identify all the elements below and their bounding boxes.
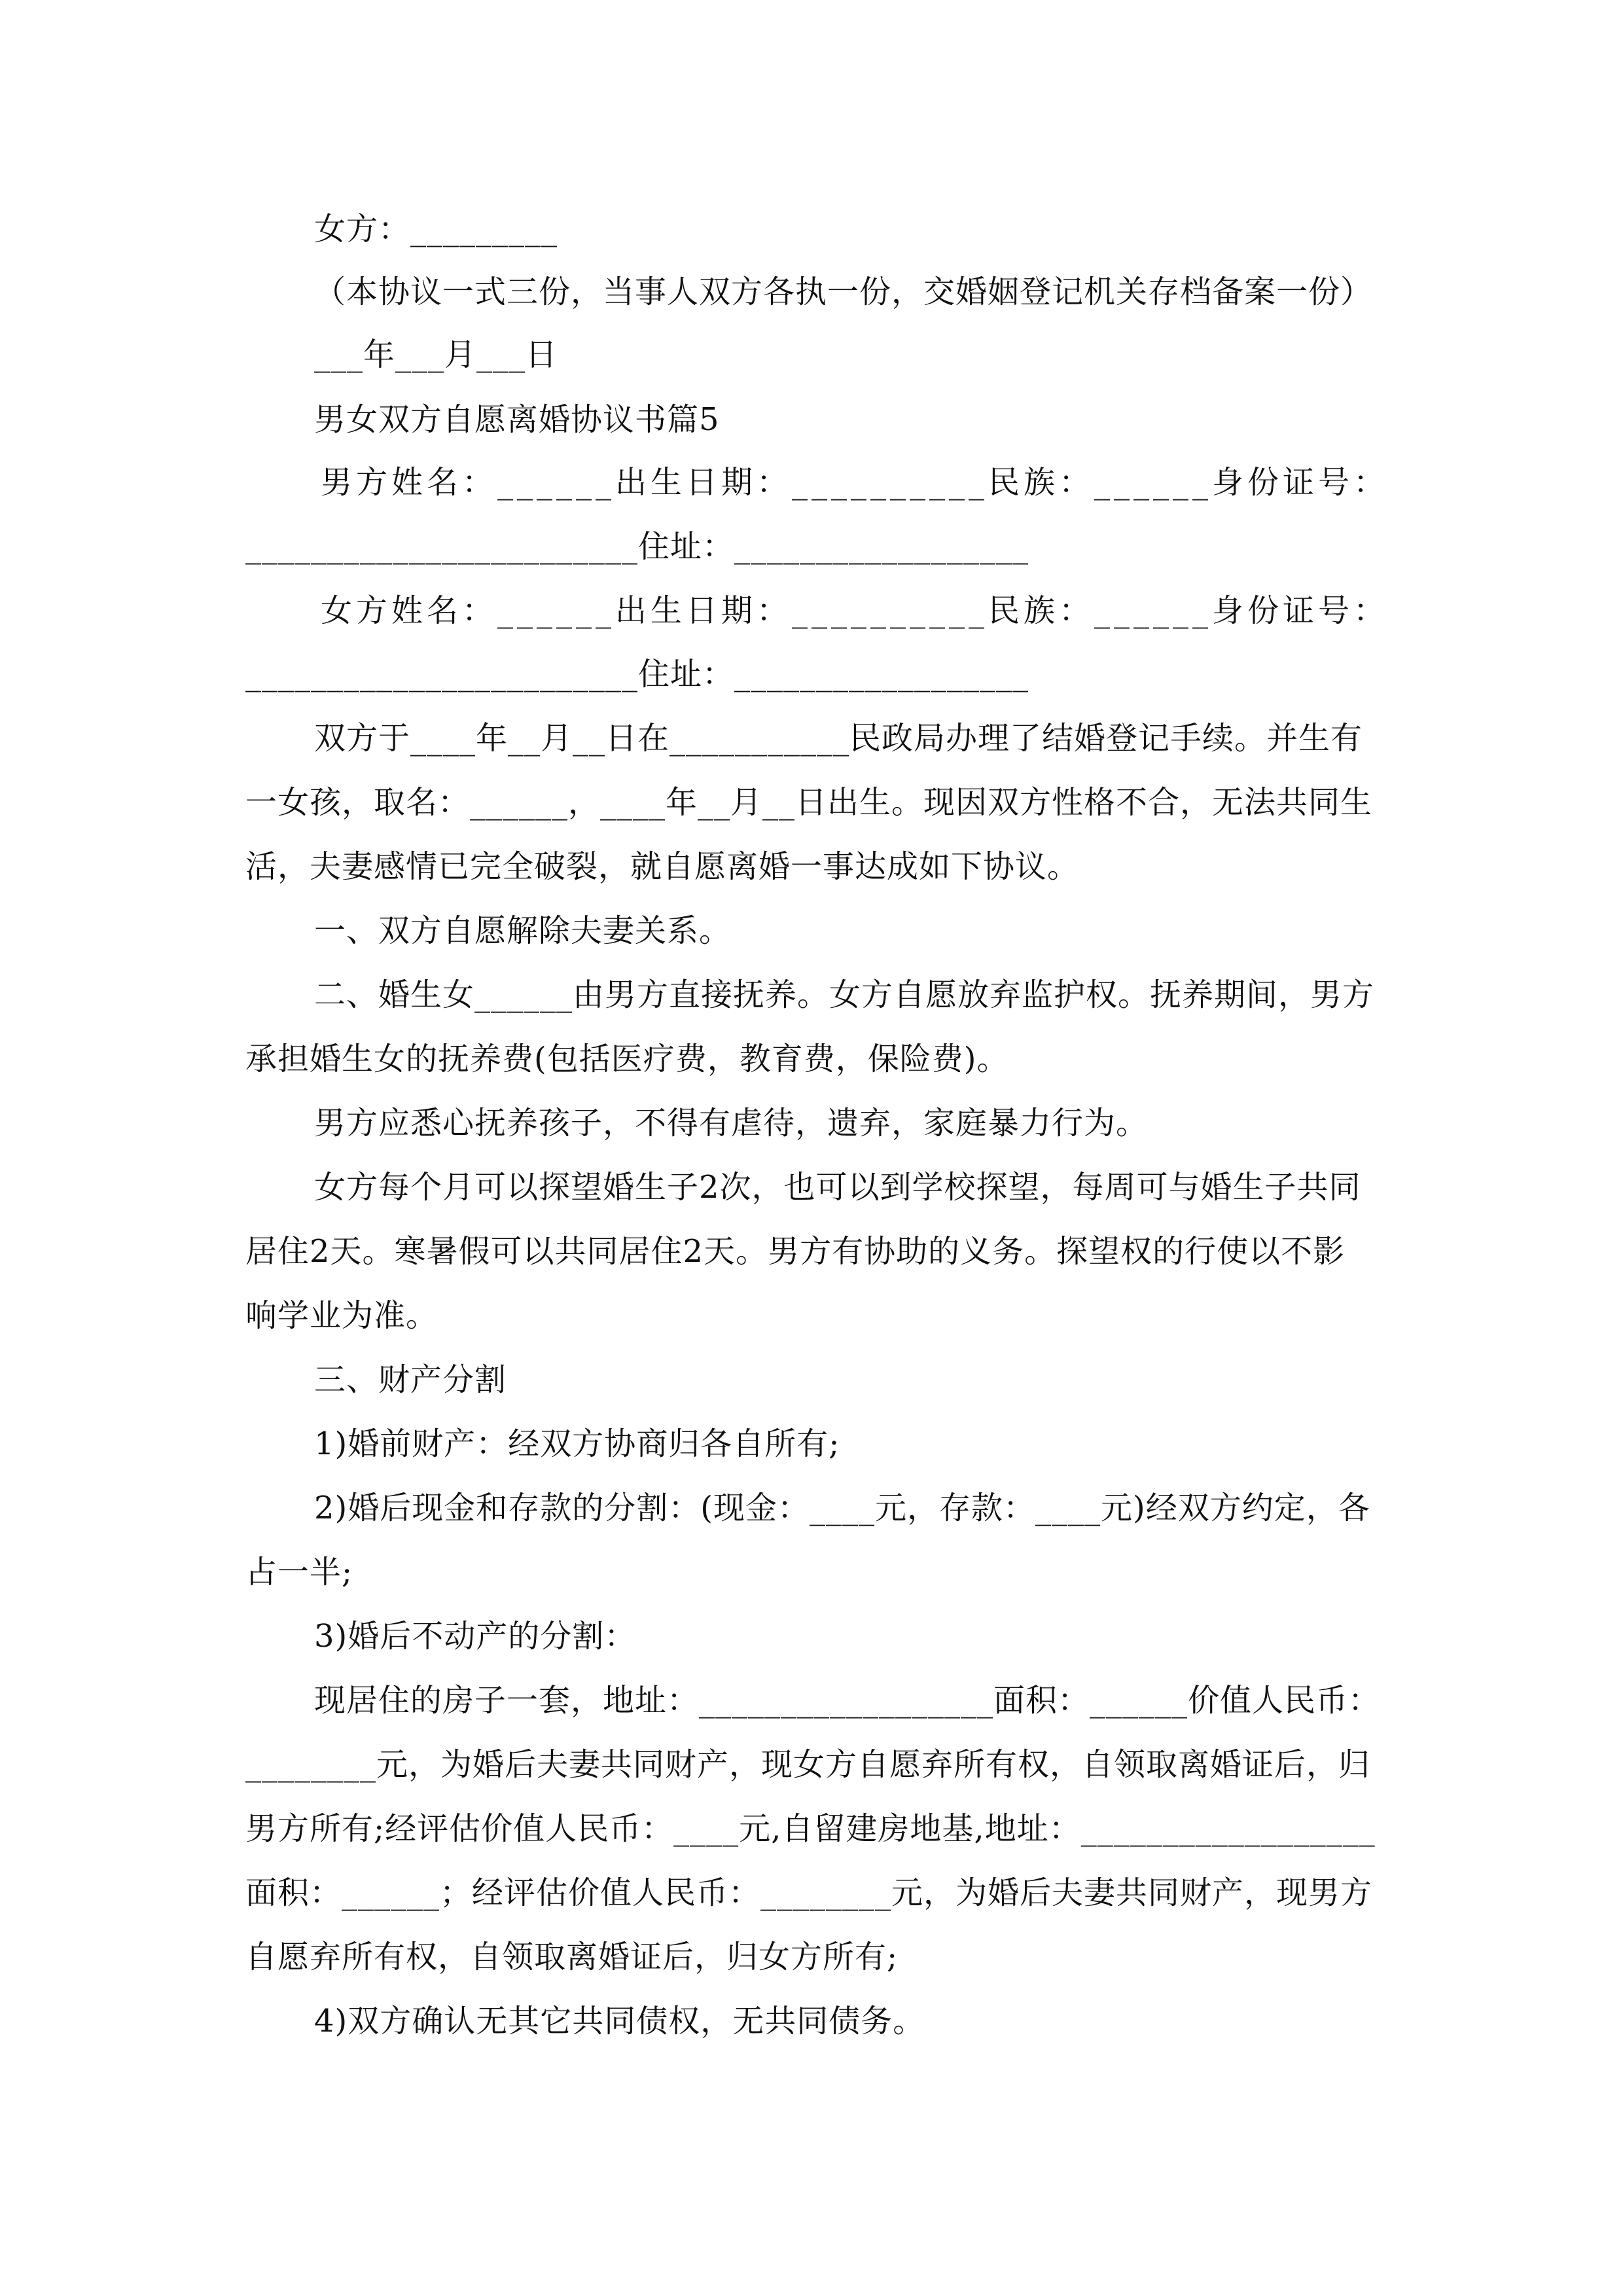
- doc-clause-1: 一、双方自愿解除夫妻关系。: [314, 912, 732, 949]
- doc-section-title: 男女双方自愿离婚协议书篇5: [314, 401, 720, 438]
- doc-house-3: 男方所有;经评估价值人民币：____元,自留建房地基,地址：__________________: [245, 1810, 1376, 1847]
- doc-property-1: 1)婚前财产：经双方协商归各自所有;: [314, 1426, 840, 1462]
- doc-para-marriage-2: 一女孩，取名：______，____年__月__日出生。现因双方性格不合，无法共同生: [245, 784, 1373, 821]
- doc-property-2-b: 占一半;: [245, 1554, 353, 1590]
- doc-clause-2-c: 男方应悉心抚养孩子，不得有虐待，遗弃，家庭暴力行为。: [314, 1105, 1149, 1141]
- doc-clause-2-a: 二、婚生女______由男方直接抚养。女方自愿放弃监护权。抚养期间，男方: [314, 977, 1375, 1013]
- doc-clause-3: 三、财产分割: [314, 1361, 507, 1398]
- doc-para-marriage-1: 双方于____年__月__日在___________民政局办理了结婚登记手续。并生有: [314, 720, 1363, 757]
- doc-property-2-a: 2)婚后现金和存款的分割：(现金：____元，存款：____元)经双方约定，各: [314, 1490, 1370, 1526]
- doc-line-female-sign: 女方：_________: [314, 211, 558, 247]
- doc-line-female-address: ________________________住址：__________________: [245, 656, 1029, 692]
- doc-visit-1: 女方每个月可以探望婚生子2次，也可以到学校探望，每周可与婚生子共同: [314, 1169, 1361, 1206]
- doc-line-copies-note: （本协议一式三份，当事人双方各执一份，交婚姻登记机关存档备案一份）: [314, 274, 1373, 310]
- doc-line-date: ___年___月___日: [314, 336, 558, 373]
- doc-visit-3: 响学业为准。: [245, 1297, 438, 1334]
- doc-para-marriage-3: 活，夫妻感情已完全破裂，就自愿离婚一事达成如下协议。: [245, 848, 1080, 885]
- doc-house-2: ________元，为婚后夫妻共同财产，现女方自愿弃所有权，自领取离婚证后，归: [245, 1746, 1371, 1783]
- doc-line-female-info: 女方姓名：______出生日期：__________民族：______身份证号：: [321, 592, 1389, 629]
- doc-property-3: 3)婚后不动产的分割：: [314, 1618, 637, 1655]
- doc-house-4: 面积：______；经评估价值人民币：________元，为婚后夫妻共同财产，现男方: [245, 1874, 1373, 1911]
- doc-line-male-address: ________________________住址：__________________: [245, 528, 1029, 565]
- doc-house-5: 自愿弃所有权，自领取离婚证后，归女方所有;: [245, 1939, 899, 1975]
- doc-clause-2-b: 承担婚生女的抚养费(包括医疗费，教育费，保险费)。: [245, 1041, 1009, 1077]
- doc-property-4: 4)双方确认无其它共同债权，无共同债务。: [314, 2003, 925, 2039]
- doc-line-male-info: 男方姓名：______出生日期：__________民族：______身份证号：: [321, 464, 1389, 501]
- doc-house-1: 现居住的房子一套，地址：__________________面积：______价值人民币：: [314, 1682, 1381, 1719]
- doc-visit-2: 居住2天。寒暑假可以共同居住2天。男方有协助的义务。探望权的行使以不影: [245, 1233, 1346, 1270]
